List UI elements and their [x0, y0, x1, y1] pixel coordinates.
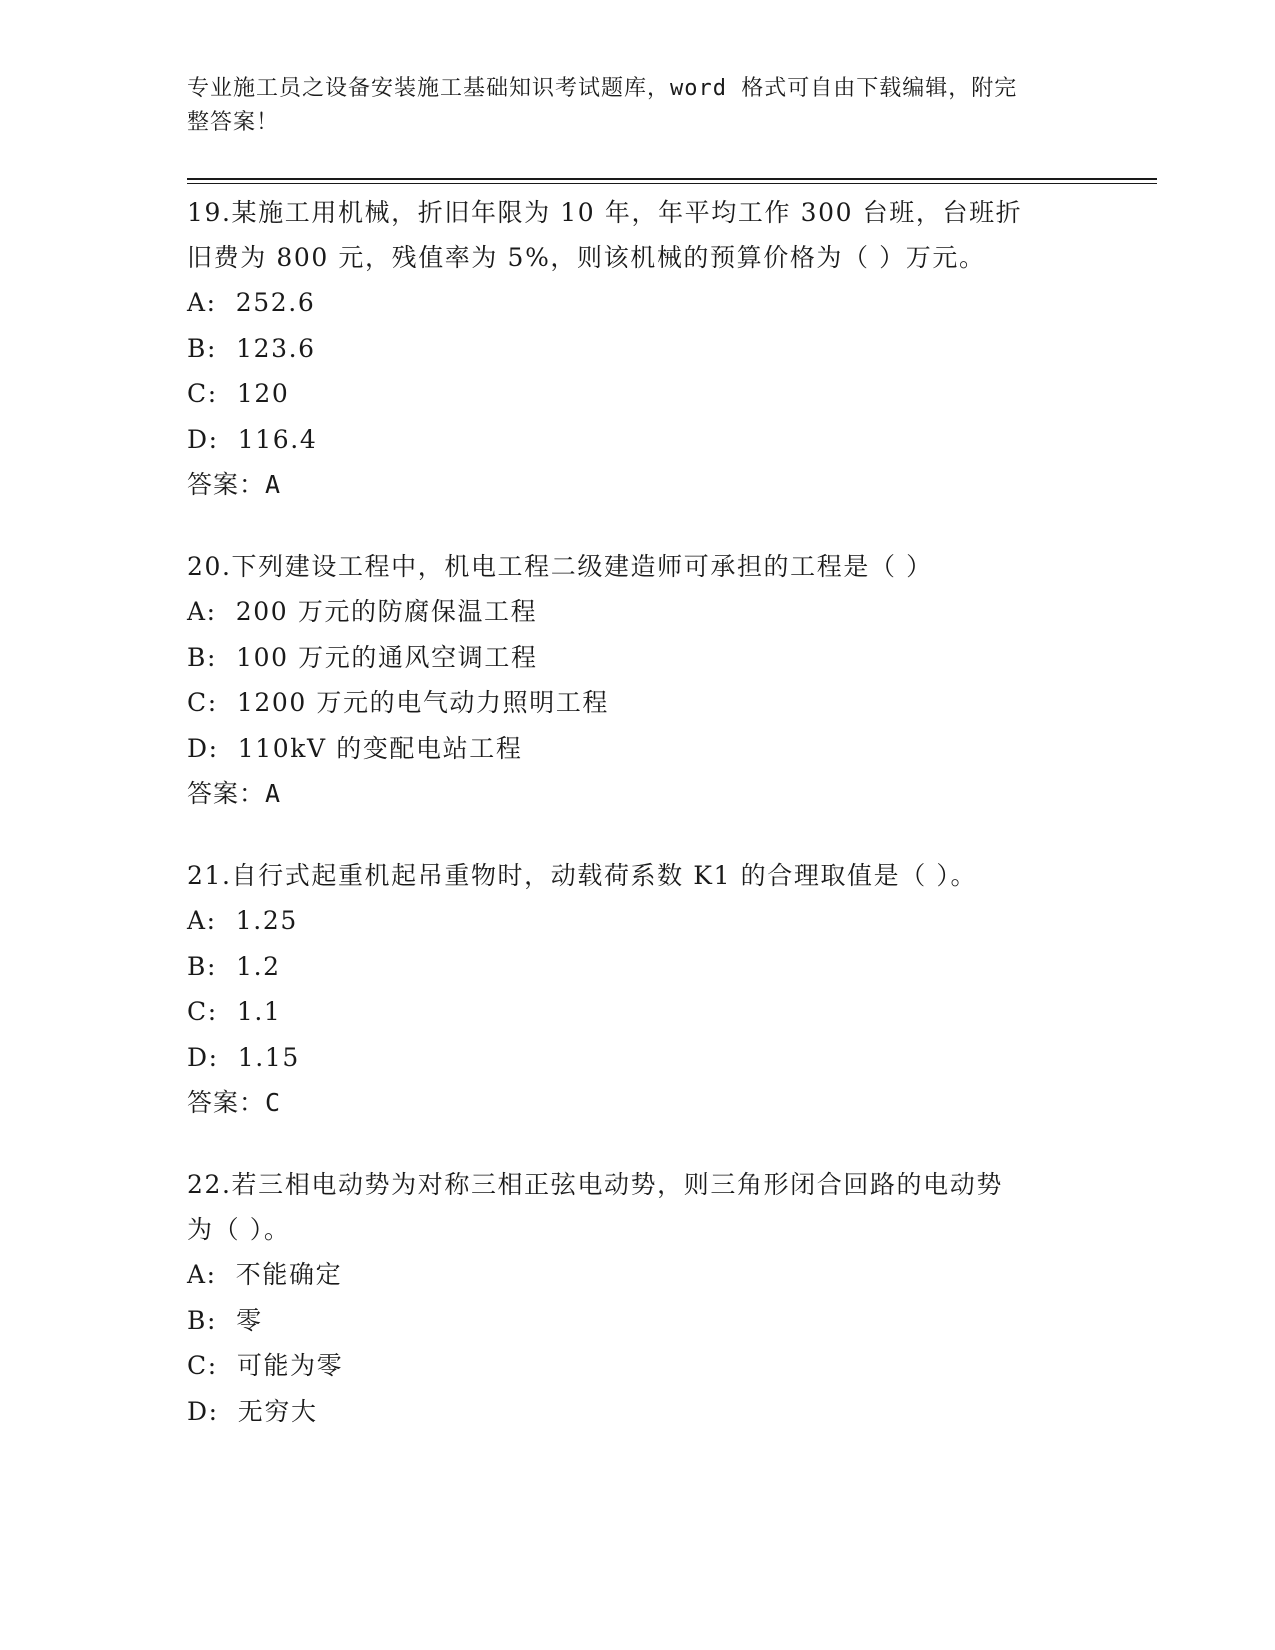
- option-c: C: 可能为零: [187, 1351, 344, 1380]
- question-text-line: 22.若三相电动势为对称三相正弦电动势，则三角形闭合回路的电动势: [187, 1170, 1003, 1199]
- question-19: [187, 190, 1067, 507]
- option-d: D: 1.15: [187, 1042, 300, 1072]
- question-text-line: 19.某施工用机械，折旧年限为 10 年，年平均工作 300 台班，台班折: [187, 198, 1023, 227]
- question-20: [187, 544, 1067, 816]
- option-c: C: 120: [187, 379, 290, 408]
- option-a: A: 不能确定: [187, 1260, 343, 1289]
- question-text-line: 旧费为 800 元，残值率为 5%，则该机械的预算价格为（ ）万元。: [187, 243, 986, 272]
- document-page: [187, 0, 1157, 1650]
- header-divider-thick: [187, 178, 1157, 180]
- option-a: A: 200 万元的防腐保温工程: [187, 597, 538, 626]
- question-21: [187, 853, 1067, 1125]
- answer: 答案：C: [187, 1088, 282, 1117]
- question-text-line: 20.下列建设工程中，机电工程二级建造师可承担的工程是（ ）: [187, 552, 933, 581]
- option-a: A: 1.25: [187, 906, 298, 935]
- answer: 答案：A: [187, 779, 282, 808]
- document-header: [187, 72, 1067, 140]
- question-list: [187, 190, 1067, 1471]
- option-d: D: 110kV 的变配电站工程: [187, 733, 523, 763]
- header-line-1: 专业施工员之设备安装施工基础知识考试题库，word 格式可自由下载编辑，附完: [187, 76, 1018, 101]
- option-b: B: 100 万元的通风空调工程: [187, 642, 538, 672]
- option-b: B: 零: [187, 1305, 263, 1335]
- option-d: D: 无穷大: [187, 1396, 318, 1426]
- question-22: [187, 1162, 1067, 1434]
- option-a: A: 252.6: [187, 288, 316, 317]
- option-c: C: 1.1: [187, 997, 282, 1026]
- answer: 答案：A: [187, 470, 282, 499]
- question-text-line: 为（ ）。: [187, 1215, 291, 1244]
- header-divider-thin: [187, 183, 1157, 184]
- option-b: B: 1.2: [187, 951, 281, 981]
- option-d: D: 116.4: [187, 424, 318, 454]
- option-c: C: 1200 万元的电气动力照明工程: [187, 688, 610, 717]
- question-text-line: 21.自行式起重机起吊重物时，动载荷系数 K1 的合理取值是（ ）。: [187, 861, 978, 890]
- header-line-2: 整答案！: [187, 110, 280, 135]
- option-b: B: 123.6: [187, 333, 316, 363]
